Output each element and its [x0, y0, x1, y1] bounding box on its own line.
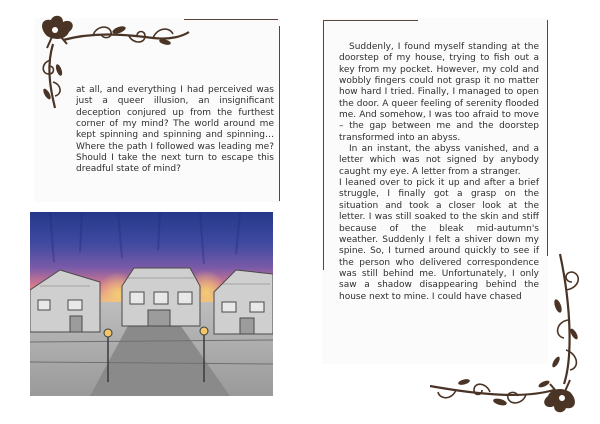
right-paragraph-2: In an instant, the abyss vanished, and a letter which was not signed by anybody caught my eye. A letter from a stranger. [339, 144, 539, 177]
right-page-left-rule [323, 20, 324, 270]
left-page-text: at all, and everything I had perceived was just a queer illusion, an insignificant deception conjured up from the furthest corner of my mind? The world around me kept spinning and spinning and spinning… Where the path I followed was leading me? Should I take the next turn to escape this dreadful state of mind? [76, 85, 274, 175]
left-page-right-rule [279, 26, 280, 201]
right-page-top-rule [324, 20, 418, 21]
street-illustration [30, 212, 273, 396]
street-drawing-svg [30, 212, 273, 396]
corner-ornament-top-left [33, 14, 193, 112]
right-paragraph-3: I leaned over to pick it up and after a brief struggle, I finally got a grasp on the situation and took a closer look at the letter. I was still soaked to the skin and stiff because of the bleak mid-autumn's weather. Suddenly I felt a shiver down my spine. So, I turned around quickly to see if the person who delivered correspondence was still behind me. Unfortunately, I only saw a shadow disappearing behind the house next to mine. I could have chased [339, 178, 539, 302]
corner-ornament-bottom-right [426, 250, 586, 418]
left-page-top-rule [184, 19, 278, 20]
right-page-right-rule [547, 20, 548, 256]
right-paragraph-1: Suddenly, I found myself standing at the doorstep of my house, trying to fish out a key from my pocket. However, my cold and wobbly fingers could not grasp it no matter how hard I tried. Finally, I managed to open the door. A queer feeling of serenity flooded me. And somehow, I was too afraid to move – the gap between me and the doorstep transformed into an abyss. [339, 42, 539, 143]
